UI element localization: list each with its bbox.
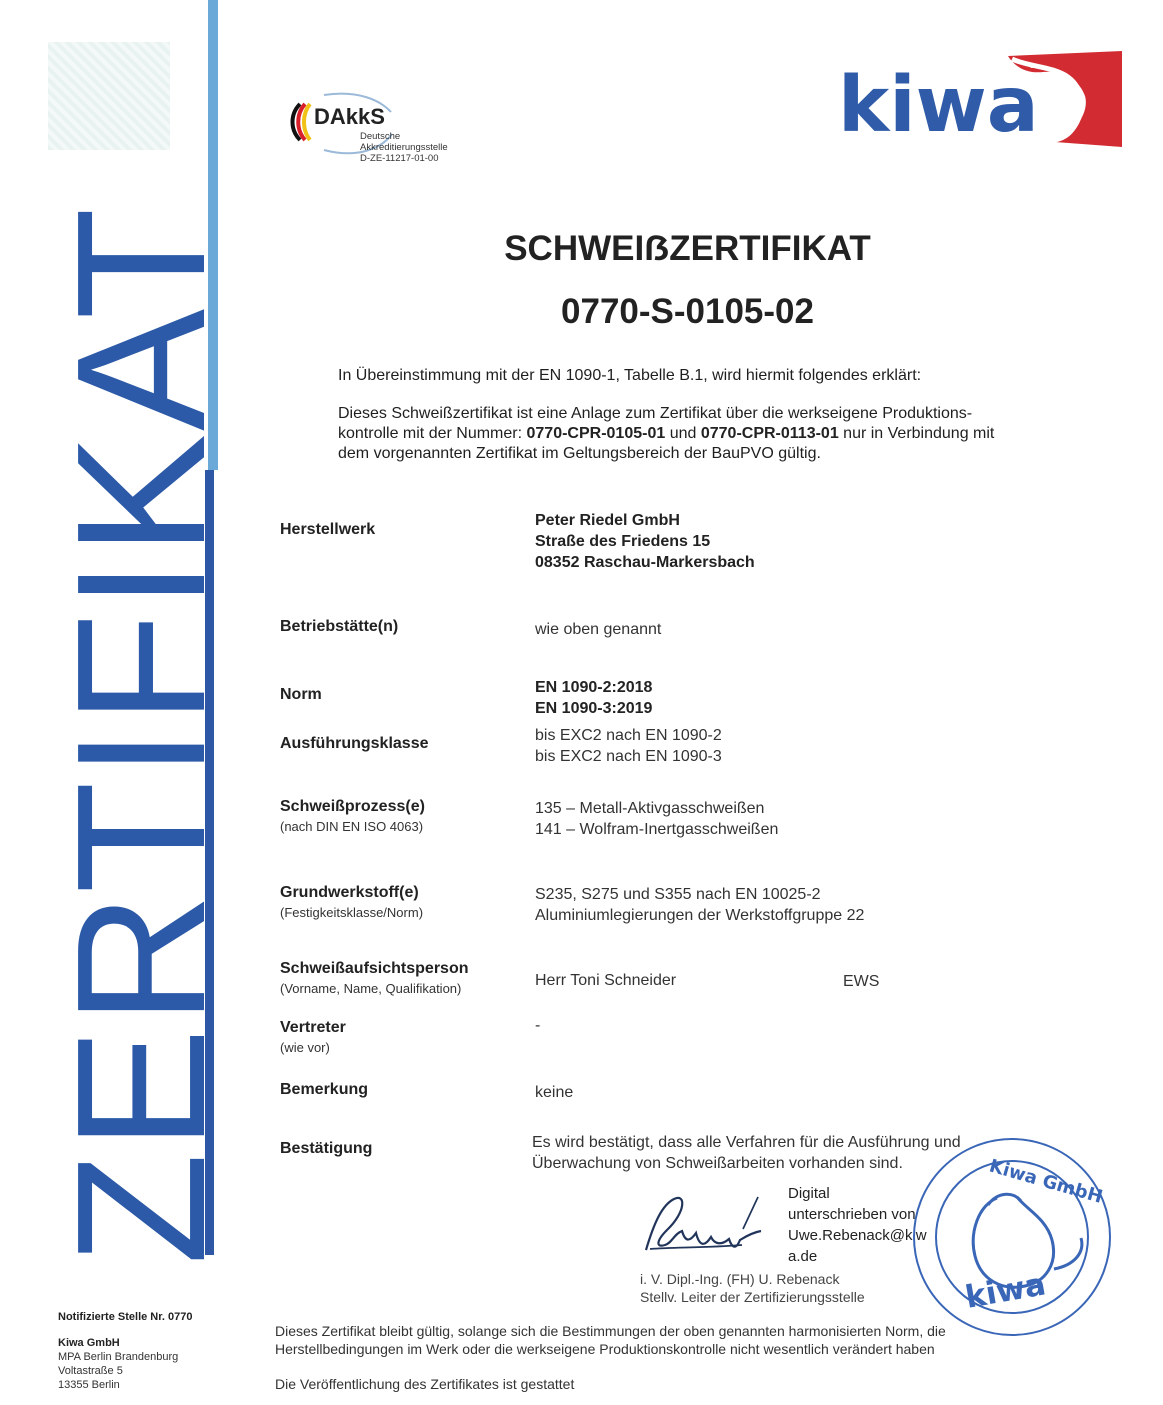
norm-label: Norm (280, 686, 322, 703)
validity-line-2: Herstellbedingungen im Werk oder die werkseigene Produktionskontrolle nicht wesentlich verändert haben (275, 1341, 935, 1357)
dakks-line-1: Deutsche (360, 131, 401, 142)
welding-process-135: 135 – Metall-Aktivgasschweißen (535, 800, 765, 817)
manufacturer-street: Straße des Friedens 15 (535, 533, 711, 550)
supervisor-qualification: EWS (843, 973, 880, 990)
footer-company: Kiwa GmbH (58, 1337, 120, 1349)
notified-body-number: Notifizierte Stelle Nr. 0770 (58, 1311, 193, 1323)
representative-value: - (535, 1017, 541, 1034)
dakks-id: D-ZE-11217-01-00 (360, 153, 439, 164)
confirmation-label: Bestätigung (280, 1140, 373, 1157)
digital-signature-line-3: Uwe.Rebenack@kiw (788, 1227, 927, 1244)
welding-process-sublabel: (nach DIN EN ISO 4063) (280, 819, 424, 834)
footer-spacer (58, 1324, 193, 1336)
footer-division: MPA Berlin Brandenburg (58, 1351, 179, 1363)
vertical-certificate-title: ZERTIFIKAT (38, 204, 243, 1265)
kiwa-beaver-logo-icon (838, 48, 1123, 150)
digital-signature-line-2: unterschrieben von (788, 1206, 916, 1223)
declaration-paragraph (338, 404, 1028, 464)
certificate-number: 0770-S-0105-02 (561, 292, 814, 331)
certificate-reference-1: 0770-CPR-0105-01 (526, 425, 666, 442)
supervisor-name: Herr Toni Schneider (535, 972, 677, 989)
execution-class-values (535, 725, 722, 767)
validity-line-1: Dieses Zertifikat bleibt gültig, solange sich die Bestimmungen der oben genannten harmonisierten Norm, die (275, 1323, 946, 1339)
signatory (640, 1270, 865, 1306)
footer-city: 13355 Berlin (58, 1379, 120, 1391)
kiwa-logo (838, 48, 1123, 150)
welding-process-141: 141 – Wolfram-Inertgasschweißen (535, 821, 779, 838)
declaration-suffix: nur in Verbindung mit dem vorgenannten Zertifikat im Geltungsbereich der BauPVO gültig. (338, 425, 995, 462)
signatory-name: i. V. Dipl.-Ing. (FH) U. Rebenack (640, 1271, 840, 1287)
declaration-prefix: Dieses Schweißzertifikat ist eine Anlage zum Zertifikat über die werkseigene Produktions- kontrolle mit der Nummer: (338, 405, 973, 442)
declaration-middle: und (665, 425, 701, 442)
supervisor-label: Schweißaufsichtsperson (280, 960, 469, 977)
base-material-aluminium: Aluminiumlegierungen der Werkstoffgruppe 22 (535, 907, 865, 924)
stamp-company-text: Kiwa GmbH (986, 1155, 1105, 1208)
kiwa-stamp (913, 1138, 1111, 1336)
base-material-sublabel: (Festigkeitsklasse/Norm) (280, 905, 424, 920)
manufacturer-details (535, 510, 755, 573)
stamp-kiwa-text: kiwa (962, 1266, 1049, 1316)
footer-street: Voltastraße 5 (58, 1365, 123, 1377)
kiwa-beaver-stamp-icon (915, 1140, 1109, 1334)
confirmation-line-1: Es wird bestätigt, dass alle Verfahren für die Ausführung und (532, 1134, 961, 1151)
site-label: Betriebstätte(n) (280, 618, 399, 635)
certificate-reference-2: 0770-CPR-0113-01 (700, 425, 839, 442)
site-value: wie oben genannt (535, 621, 662, 638)
manufacturer-name: Peter Riedel GmbH (535, 512, 680, 529)
base-material-values (535, 884, 864, 926)
welding-process-label: Schweißprozess(e) (280, 798, 425, 815)
norm-values (535, 677, 652, 719)
execution-class-value-1: bis EXC2 nach EN 1090-2 (535, 727, 722, 744)
notified-body-address (58, 1310, 193, 1392)
dakks-name: DAkkS (314, 104, 385, 129)
intro-text: In Übereinstimmung mit der EN 1090-1, Tabelle B.1, wird hiermit folgendes erklärt: (338, 367, 922, 384)
norm-value-2: EN 1090-3:2019 (535, 700, 653, 717)
certificate-title: SCHWEIẞZERTIFIKAT (504, 229, 871, 268)
base-material-steel: S235, S275 und S355 nach EN 10025-2 (535, 886, 821, 903)
welding-process-values (535, 798, 778, 840)
supervisor-sublabel: (Vorname, Name, Qualifikation) (280, 981, 462, 996)
security-pattern (48, 42, 170, 150)
execution-class-label: Ausführungsklasse (280, 735, 429, 752)
remark-value: keine (535, 1084, 574, 1101)
base-material-label: Grundwerkstoff(e) (280, 884, 419, 901)
confirmation-line-2: Überwachung von Schweißarbeiten vorhanden sind. (532, 1155, 903, 1172)
dakks-details (360, 131, 448, 164)
manufacturer-label: Herstellwerk (280, 521, 376, 538)
norm-value-1: EN 1090-2:2018 (535, 679, 653, 696)
validity-note (275, 1322, 946, 1358)
handwritten-signature (638, 1192, 778, 1262)
dakks-line-2: Akkreditierungsstelle (360, 142, 448, 153)
manufacturer-city: 08352 Raschau-Markersbach (535, 554, 755, 571)
representative-sublabel: (wie vor) (280, 1040, 330, 1055)
digital-signature-line-4: a.de (788, 1248, 818, 1265)
digital-signature-line-1: Digital (788, 1185, 830, 1202)
remark-label: Bemerkung (280, 1081, 369, 1098)
signatory-role: Stellv. Leiter der Zertifizierungsstelle (640, 1289, 865, 1305)
publication-note: Die Veröffentlichung des Zertifikates ist gestattet (275, 1376, 575, 1392)
kiwa-wordmark: kiwa (838, 61, 1039, 150)
representative-label: Vertreter (280, 1019, 346, 1036)
execution-class-value-2: bis EXC2 nach EN 1090-3 (535, 748, 722, 765)
